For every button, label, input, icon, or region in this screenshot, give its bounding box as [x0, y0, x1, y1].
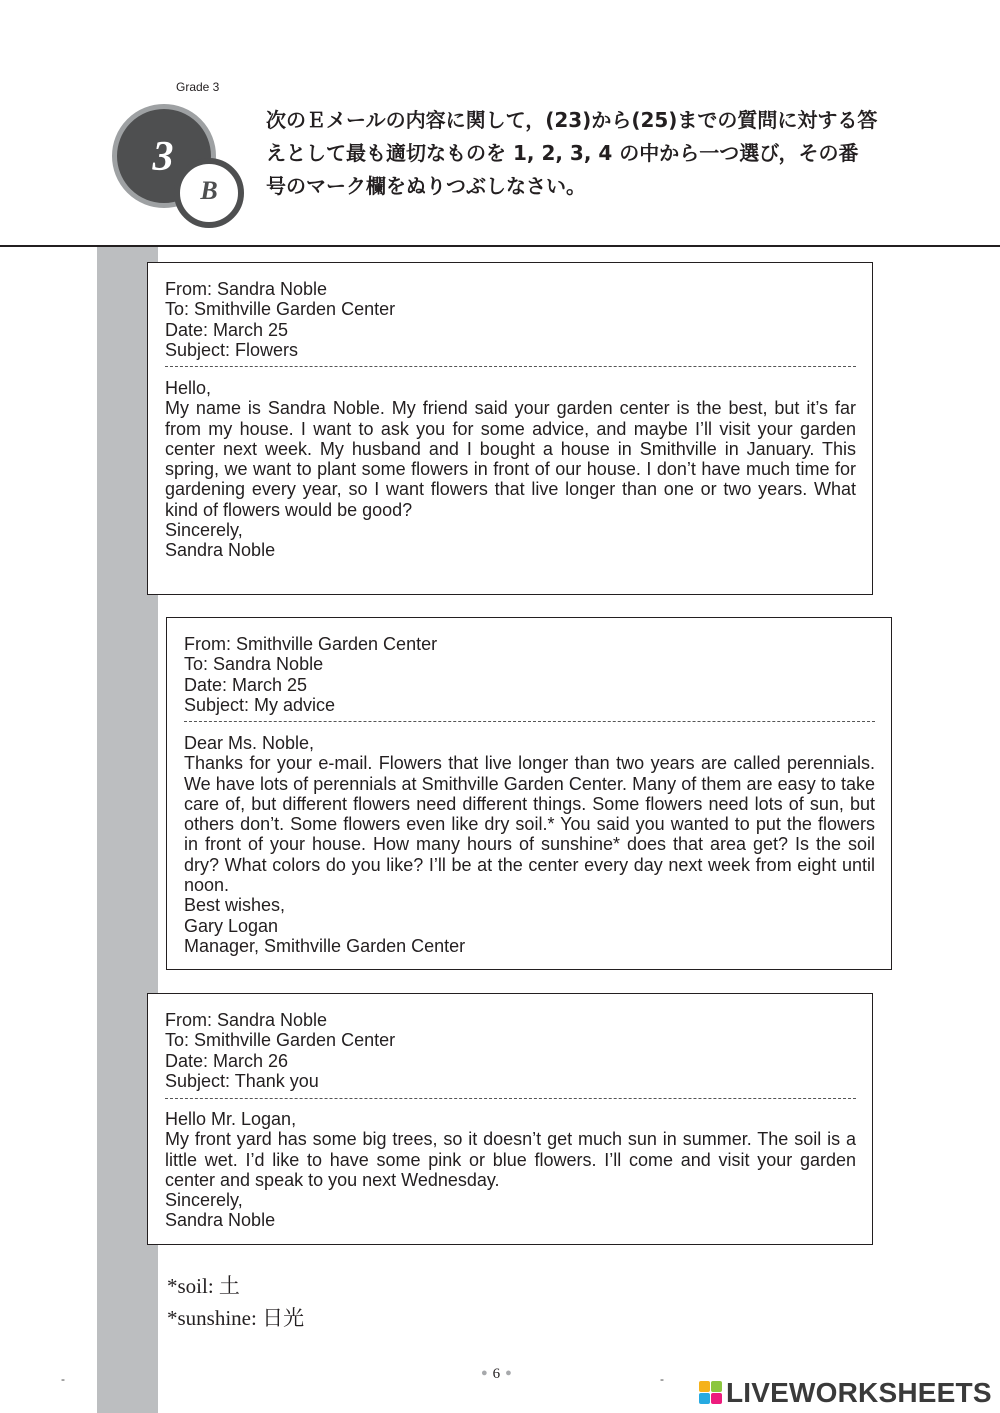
email-body — [165, 1109, 856, 1231]
email-card-1 — [147, 262, 873, 595]
instruction-line: 次のＥメールの内容に関して，(23)から(25)までの質問に対する答 — [266, 108, 878, 132]
email-greeting: Hello Mr. Logan, — [165, 1109, 297, 1129]
email-subject: Subject: Flowers — [165, 339, 299, 360]
watermark-text: LIVEWORKSHEETS — [726, 1377, 992, 1408]
email-date: Date: March 25 — [184, 674, 308, 695]
email-to: To: Smithville Garden Center — [165, 1030, 396, 1051]
email-signature: Sandra Noble — [165, 1210, 276, 1231]
section-letter: B — [200, 176, 218, 205]
email-signature: Sandra Noble — [165, 540, 276, 561]
instruction-line: えとして最も適切なものを 1, 2, 3, 4 の中から一つ選び，その番 — [266, 141, 859, 165]
email-divider — [165, 366, 856, 367]
email-header — [184, 634, 437, 715]
email-body — [165, 378, 856, 561]
email-paragraph: My front yard has some big trees, so it doesn’t get much sun in summer. The soil is a little wet. I’d like to have some pink or blue flowers. I’ll come and visit your garden center and speak to you next Wednesday. — [165, 1129, 856, 1190]
email-paragraph: Thanks for your e-mail. Flowers that live longer than two years are called perennials. We have lots of perennials at Smithville Garden Center. Many of them are easy to take care of, but different flowers need different things. Some flowers need lots of sun, but others don’t. Some flowers even like dry soil.* You said you wanted to put the flowers in front of your house. How many hours of sunshine* does that area get? Is the soil dry? What colors do you like? I’ll be at the center every day next week from eight until noon. — [184, 753, 875, 896]
email-from: From: Smithville Garden Center — [184, 634, 438, 654]
email-header — [165, 279, 395, 360]
email-divider — [165, 1098, 856, 1099]
email-card-2 — [166, 617, 892, 970]
email-header — [165, 1010, 395, 1091]
grade-label: Grade 3 — [176, 80, 220, 94]
dot-icon: ● — [505, 1367, 512, 1379]
email-date: Date: March 26 — [165, 1050, 289, 1071]
email-closing: Best wishes, — [184, 895, 286, 916]
instruction-line: 号のマーク欄をぬりつぶしなさい。 — [266, 174, 586, 198]
page-number — [476, 1366, 517, 1383]
email-closing: Sincerely, — [165, 1190, 243, 1211]
glossary-soil: *soil: 土 — [167, 1274, 240, 1298]
email-subject: Subject: Thank you — [165, 1070, 319, 1091]
email-signature: Gary Logan — [184, 915, 279, 936]
instructions — [266, 104, 891, 203]
email-to: To: Smithville Garden Center — [165, 299, 396, 320]
email-closing: Sincerely, — [165, 520, 243, 541]
email-divider — [184, 721, 875, 722]
page-number-value: 6 — [492, 1366, 501, 1382]
email-paragraph: My name is Sandra Noble. My friend said your garden center is the best, but it’s far from my house. I want to ask you for some advice, and maybe I’ll visit your garden center next week. My husband and I bought a house in Smithville in January. This spring, we want to plant some flowers in front of our house. I don’t have much time for gardening every year, so I want flowers that live longer than one or two years. What kind of flowers would be good? — [165, 398, 856, 520]
email-subject: Subject: My advice — [184, 694, 336, 715]
email-from: From: Sandra Noble — [165, 1010, 328, 1030]
email-greeting: Dear Ms. Noble, — [184, 733, 315, 753]
email-to: To: Sandra Noble — [184, 654, 324, 675]
dot-icon: ● — [481, 1367, 488, 1379]
section-number: 3 — [152, 134, 174, 180]
liveworksheets-logo-icon — [699, 1381, 723, 1405]
section-letter-badge — [174, 158, 244, 228]
email-from: From: Sandra Noble — [165, 279, 328, 299]
liveworksheets-watermark — [699, 1377, 992, 1409]
email-signature-title: Manager, Smithville Garden Center — [184, 935, 466, 956]
glossary-sunshine: *sunshine: 日光 — [167, 1306, 305, 1330]
margin-tick: - — [61, 1372, 65, 1386]
margin-tick: - — [660, 1372, 664, 1386]
email-body — [184, 733, 875, 956]
email-card-3 — [147, 993, 873, 1245]
email-greeting: Hello, — [165, 378, 212, 398]
email-date: Date: March 25 — [165, 319, 289, 340]
